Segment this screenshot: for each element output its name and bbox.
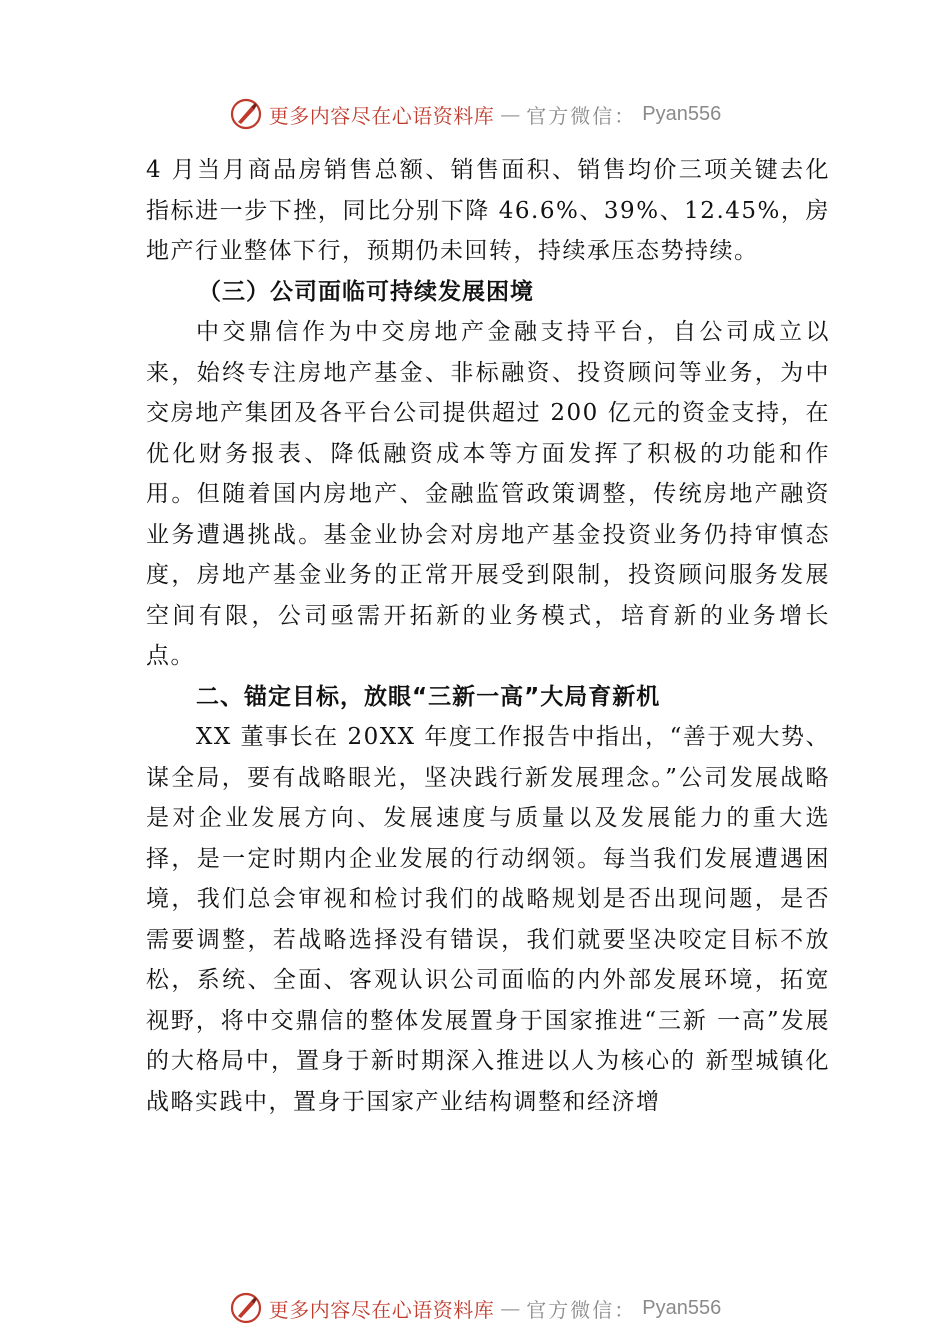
paragraph-strategy: XX 董事长在 20XX 年度工作报告中指出，“善于观大势、谋全局，要有战略眼光，坚决践行新发展理念。”公司发展战略是对企业发展方向、发展速度与质量以及发展能力的重大选择，是一定时期内企业发展的行动纲领。每当我们发展遭遇困境，我们总会审视和检讨我们的战略规划是否出现问题，是否需要调整，若战略选择没有错误，我们就要坚决咬定目标不放松，系统、全面、客观认识公司面临的内外部发展环境，拓宽视野，将中交鼎信的整体发展置身于国家推进“三新 一高”发展的大格局中，置身于新时期深入推进以人为核心的 新型城镇化战略实践中，置身于国家产业结构调整和经济增: [146, 724, 830, 1115]
watermark-title: 更多内容尽在心语资料库: [268, 103, 495, 128]
section-heading-sustainability: （三）公司面临可持续发展困境: [198, 278, 534, 305]
watermark-wechat-id: Pyan556: [642, 1296, 722, 1319]
watermark-wechat-id: Pyan556: [642, 102, 722, 125]
watermark-title: 更多内容尽在心语资料库: [268, 1297, 495, 1322]
watermark-wechat-label: 官方微信：: [526, 103, 637, 128]
watermark-wechat-label: 官方微信：: [526, 1297, 637, 1322]
document-body: [146, 150, 830, 1122]
watermark-separator: —: [500, 1296, 521, 1320]
paragraph-company-situation: 中交鼎信作为中交房地产金融支持平台，自公司成立以来，始终专注房地产基金、非标融资、投资顾问等业务，为中交房地产集团及各平台公司提供超过 200 亿元的资金支持，在优化财务报表、降低融资成本等方面发挥了积极的功能和作用。但随着国内房地产、金融监管政策调整，传统房地产融资业务遭遇挑战。基金业协会对房地产基金投资业务仍持审慎态度，房地产基金业务的正常开展受到限制，投资顾问服务发展空间有限，公司亟需开拓新的业务模式，培育新的业务增长点。: [146, 319, 830, 669]
section-heading-target: 二、锚定目标，放眼“三新一高”大局育新机: [196, 683, 661, 710]
watermark-header: [0, 96, 950, 132]
watermark-footer: [0, 1290, 950, 1326]
watermark-separator: —: [500, 102, 521, 126]
paragraph-sales-decline: 4 月当月商品房销售总额、销售面积、销售均价三项关键去化指标进一步下挫，同比分别下降 46.6%、39%、12.45%，房地产行业整体下行，预期仍未回转，持续承压态势持续。: [146, 157, 830, 264]
pen-logo-icon: [229, 97, 263, 131]
pen-logo-icon: [229, 1291, 263, 1325]
